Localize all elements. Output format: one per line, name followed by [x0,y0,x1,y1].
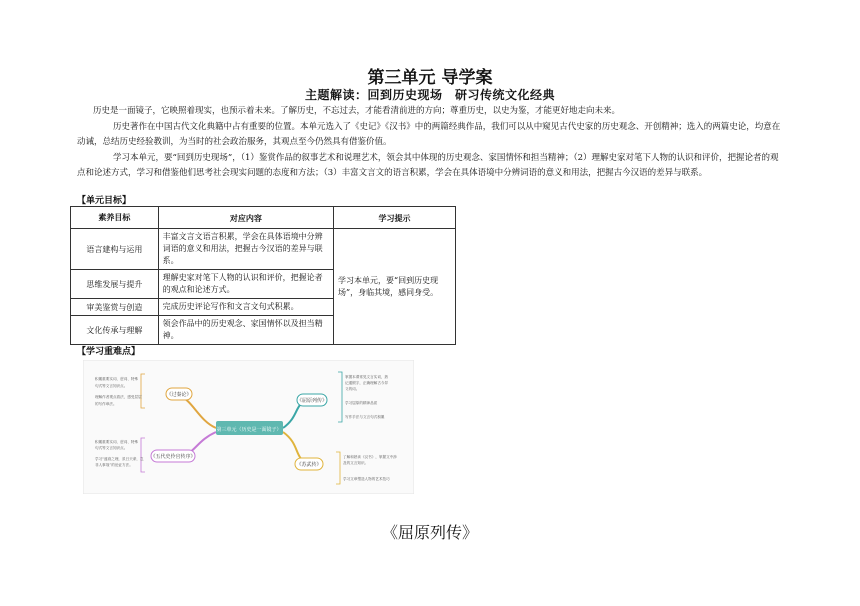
table-cell-goal: 审美鉴赏与创造 [71,299,159,316]
mindmap-note: 积累重要实词、虚词、特殊 [95,377,139,381]
mindmap-note: 句式等文言知识点。 [95,384,128,388]
table-row [71,229,456,270]
mindmap-note: 记通假字，正确理解古今异 [345,381,389,385]
page-title: 第三单元 导学案 [367,68,493,88]
table-cell-goal: 语言建构与运用 [71,229,159,270]
mindmap-branch-label: 《五代史伶官传序》 [150,454,196,460]
table-cell-content: 完成历史评论写作和文言文句式积累。 [158,299,333,316]
intro-paragraph-2: 历史著作在中国古代文化典籍中占有重要的位置。本单元选入了《史记》《汉书》中的两篇经典作品，我们可以从中窥见古代史家的历史观念、开创精神；选入的两篇史论，均意在动诫，总结历史经验教训，为当时的社会政治服务，其观点至今仍然具有借鉴价值。 [77,122,781,147]
mindmap-note: 学习文章塑造人物的艺术技巧 [343,477,390,481]
mindmap-note: 写作手法与文言句式积累 [345,415,385,419]
mindmap-center-label: 第三单元（历史是一面镜子） [216,427,282,433]
next-lesson-title: 《屈原列传》 [381,523,478,542]
mindmap-note: 义的词。 [345,387,360,391]
mindmap-note: 了解和熟读《汉书》，掌握文中涉 [343,455,397,459]
mindmap-note: 积累重要实词、虚词、特殊 [95,440,139,444]
table-cell-content: 理解史家对笔下人物的认识和评价，把握论者的观点和论述方式。 [158,270,333,299]
table-header: 素养目标 [71,207,159,229]
section-heading-key-points: 【学习重难点】 [77,347,141,357]
table-header-row [71,207,456,229]
mindmap-note: 非人事哉”的论证方法。 [95,463,133,467]
page-subtitle: 主题解读：回到历史现场 研习传统文化经典 [304,88,555,102]
mindmap-note: 掌握本课常见文言实词，熟 [345,375,389,379]
mindmap-note: 及的文言知识。 [343,461,369,465]
table-cell-content: 领会作品中的历史观念、家国情怀以及担当精神。 [158,316,333,345]
table-cell-tip: 学习本单元，要“回到历史现场”，身临其境，感同身受。 [334,229,456,345]
mindmap-branch-label: 《屈原列传》 [296,398,328,404]
table-header: 对应内容 [158,207,333,229]
mindmap-branch-label: 《苏武传》 [296,462,322,468]
mindmap-note: 理解作者观点看法，感受层层 [95,395,142,399]
table-cell-content: 丰富文言文语言积累，学会在具体语境中分辨词语的意义和用法，把握古今汉语的差异与联系。 [158,229,333,270]
mindmap-image [83,360,414,494]
section-heading-unit-goals: 【单元目标】 [77,196,132,206]
table-cell-goal: 文化传承与理解 [71,316,159,345]
unit-goals-table [70,206,456,345]
table-header: 学习提示 [334,207,456,229]
mindmap-note: 学习屈原的精神品质 [345,401,378,405]
mindmap-note: 学习“盛衰之理，虽曰天命，岂 [95,457,144,461]
intro-paragraph-3: 学习本单元，要“回到历史现场”，（1）鉴赏作品的叙事艺术和说理艺术，领会其中体现的历史观念、家国情怀和担当精神；（2）理解史家对笔下人物的认识和评价，把握论者的观点和论述方式，学习和借鉴他们思考社会现实问题的态度和方法；（3）丰富文言文的语言积累，学会在具体语境中分辨词语的意义和用法，把握古今汉语的差异与联系。 [77,153,779,178]
mindmap-branch-label: 《过秦论》 [166,392,192,398]
intro-paragraph-1: 历史是一面镜子，它映照着现实，也预示着未来。了解历史，不忘过去，才能看清前进的方向；尊重历史，以史为鉴，才能更好地走向未来。 [93,106,621,116]
table-cell-goal: 思维发展与提升 [71,270,159,299]
mindmap-note: 的写作章法。 [95,402,117,406]
mindmap-note: 句式等文言知识点。 [95,446,128,450]
